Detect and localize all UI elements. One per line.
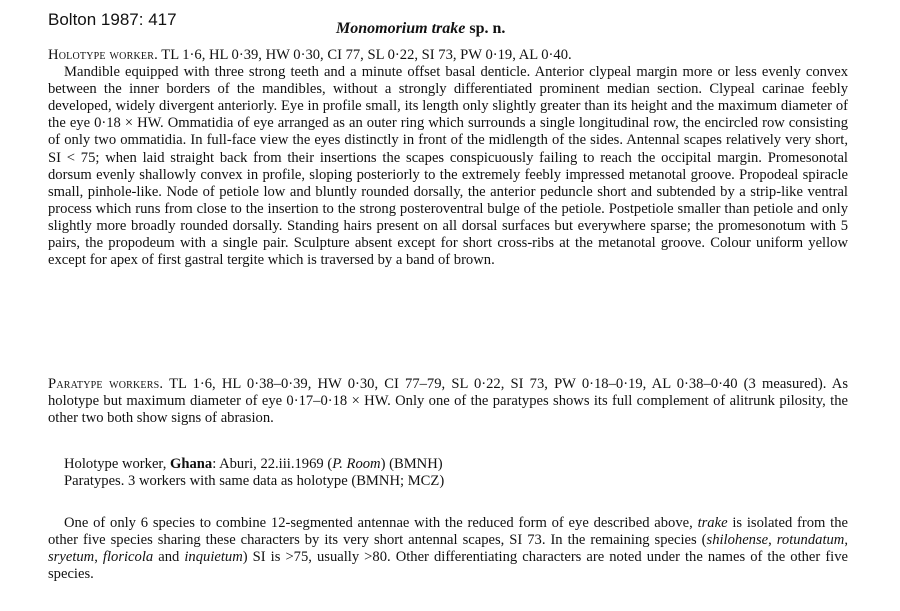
holotype-collector: P. Room bbox=[332, 456, 381, 472]
remarks-species-trake: trake bbox=[697, 515, 728, 531]
remarks-sep-1: , bbox=[768, 532, 777, 549]
remarks-text-3: ) SI is >75, usually >80. Other differentiating characters are noted under the names of the other five species. bbox=[48, 549, 849, 583]
remarks-species-1: shilohense bbox=[706, 532, 769, 549]
paratype-section bbox=[48, 376, 848, 427]
remarks-species-5: inquietum bbox=[184, 549, 243, 566]
remarks-sep-2: , bbox=[844, 532, 848, 549]
holotype-heading: Holotype worker. bbox=[48, 47, 158, 63]
species-name: Monomorium trake bbox=[336, 20, 466, 37]
remarks-sep-3: , bbox=[94, 549, 103, 566]
remarks-sep-4: and bbox=[153, 549, 185, 566]
remarks-paragraph bbox=[48, 515, 848, 583]
holotype-locality: : Aburi, 22.iii.1969 ( bbox=[212, 456, 333, 472]
remarks-text-1: One of only 6 species to combine 12-segmented antennae with the reduced form of eye described above, bbox=[64, 515, 698, 531]
holotype-material-line bbox=[64, 456, 854, 473]
citation-label: Bolton 1987: 417 bbox=[48, 10, 177, 29]
paratype-heading: Paratype workers. bbox=[48, 376, 164, 392]
species-title bbox=[336, 20, 505, 38]
holotype-section bbox=[48, 47, 848, 269]
remarks-species-2: rotundatum bbox=[776, 532, 845, 549]
material-section bbox=[64, 456, 854, 490]
holotype-material-prefix: Holotype worker, bbox=[64, 456, 171, 472]
remarks-species-4: floricola bbox=[102, 549, 154, 566]
remarks-section bbox=[48, 515, 848, 583]
holotype-description: Mandible equipped with three strong teeth and a minute offset basal denticle. Anterior clypeal margin more or less evenly convex between the inner borders of the mandibles, without a strongly differentiated prominent median section. Clypeal carinae feebly developed, widely divergent anteriorly. Eye in profile small, its length only slightly greater than its height and the maximum diameter of the eye 0·18 × HW. Ommatidia of eye arranged as an outer ring which surrounds a single longitudinal row, the encircled row consisting of only two ommatidia. In full-face view the eyes distinctly in front of the midlength of the sides. Antennal scapes relatively very short, SI < 75; when laid straight back from their insertions the scapes conspicuously failing to reach the occipital margin. Promesonotal dorsum evenly shallowly convex in profile, sloping posteriorly to the extremely feebly impressed metanotal groove. Propodeal spiracle small, pinhole-like. Node of petiole low and bluntly rounded dorsally, the anterior peduncle short and subtended by a strip-like ventral process which runs from close to the insertion to the strong posteroventral bulge of the petiole. Postpetiole smaller than petiole and only slightly more broadly rounded dorsally. Standing hairs present on all dorsal surfaces but everywhere sparse; the promesonotum with 5 pairs, the propodeum with a single pair. Sculpture absent except for short cross-ribs at the metanotal groove. Colour uniform yellow except for apex of first gastral tergite which is traversed by a band of brown. bbox=[48, 64, 848, 269]
remarks-species-3: sryetum bbox=[48, 549, 95, 566]
remarks-text-2: is isolated from the other five species sharing these characters by its very short antennal scapes, SI 73. In the remaining species ( bbox=[48, 515, 848, 549]
species-status: sp. n. bbox=[465, 20, 506, 37]
holotype-depository: ) (BMNH) bbox=[380, 456, 443, 472]
paratype-text: TL 1·6, HL 0·38–0·39, HW 0·30, CI 77–79, SL 0·22, SI 73, PW 0·18–0·19, AL 0·38–0·40 (3 measured). As holotype but maximum diameter of eye 0·17–0·18 × HW. Only one of the paratypes shows its full complement of alitrunk pilosity, the other two both show signs of abrasion. bbox=[48, 376, 848, 427]
paratype-material-line: Paratypes. 3 workers with same data as holotype (BMNH; MCZ) bbox=[64, 473, 445, 490]
holotype-country: Ghana bbox=[170, 456, 213, 472]
holotype-measurements: TL 1·6, HL 0·39, HW 0·30, CI 77, SL 0·22, SI 73, PW 0·19, AL 0·40. bbox=[157, 47, 572, 63]
